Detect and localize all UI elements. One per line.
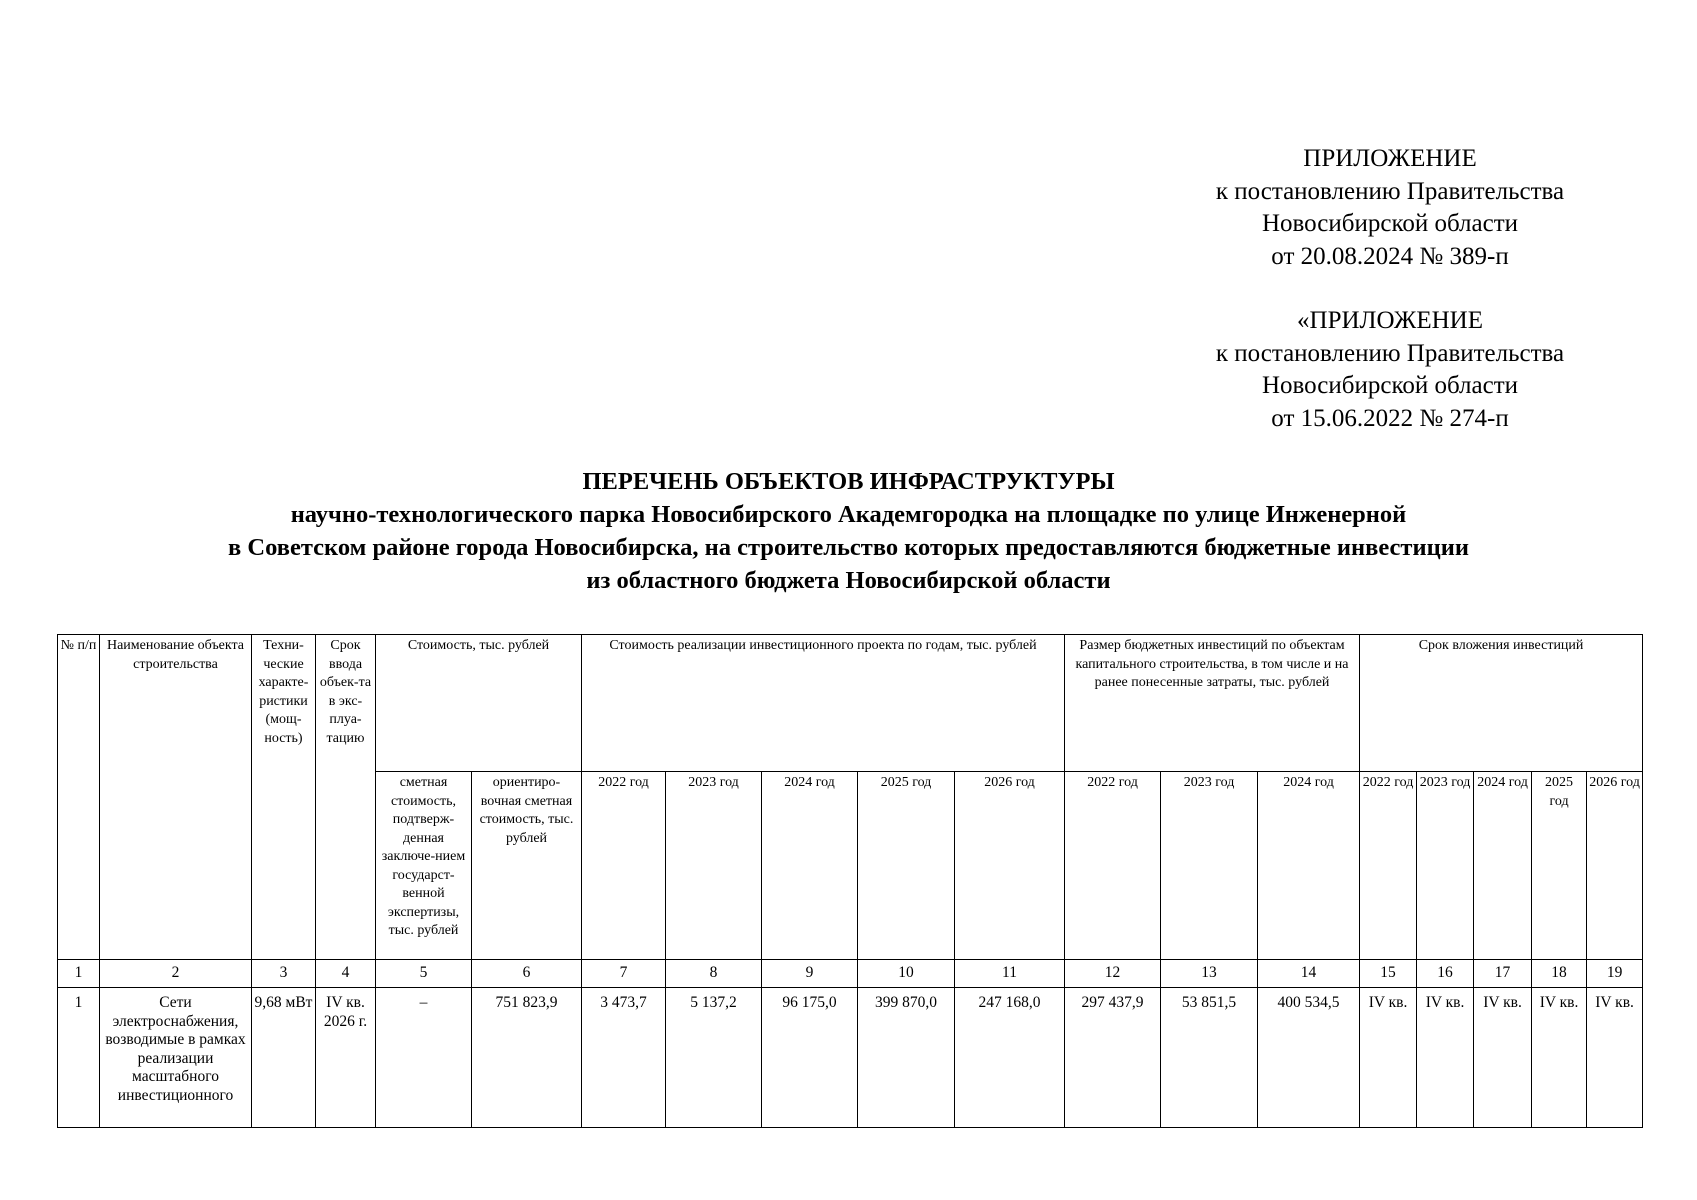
infrastructure-table <box>57 634 1643 1128</box>
row-tech: 9,68 мВт <box>252 988 316 1128</box>
header-invest-year: 2026 год <box>1587 772 1643 960</box>
column-number: 11 <box>955 960 1065 988</box>
header-cost-estimated: ориентиро-вочная сметная стоимость, тыс. рублей <box>472 772 582 960</box>
table-header-row <box>58 635 1643 772</box>
appendix-date-number: от 15.06.2022 № 274-п <box>1271 404 1509 432</box>
title-line-4: из областного бюджета Новосибирской области <box>586 567 1111 594</box>
row-num: 1 <box>58 988 100 1128</box>
column-number: 10 <box>858 960 955 988</box>
column-number: 14 <box>1258 960 1360 988</box>
column-number: 6 <box>472 960 582 988</box>
appendix-resolution-text: к постановлению Правительства <box>1215 339 1565 367</box>
title-line-1: ПЕРЕЧЕНЬ ОБЪЕКТОВ ИНФРАСТРУКТУРЫ <box>582 468 1115 495</box>
column-number: 5 <box>376 960 472 988</box>
appendix-resolution-text: к постановлению Правительства <box>1215 177 1565 205</box>
appendix-date-number: от 20.08.2024 № 389-п <box>1271 242 1509 270</box>
row-budget: 53 851,5 <box>1161 988 1258 1128</box>
column-number: 9 <box>762 960 858 988</box>
header-name: Наименование объекта строительства <box>100 635 252 960</box>
row-cost-confirmed: – <box>376 988 472 1128</box>
row-invest-term: IV кв. <box>1587 988 1643 1128</box>
appendix-region-text: Новосибирской области <box>1261 372 1519 399</box>
column-number: 3 <box>252 960 316 988</box>
header-project-year: 2023 год <box>666 772 762 960</box>
row-cost-estimated: 751 823,9 <box>472 988 582 1128</box>
header-cost-confirmed: сметная стоимость, подтверж-денная заключе-нием государст-венной экспертизы, тыс. рублей <box>376 772 472 960</box>
row-budget: 297 437,9 <box>1065 988 1161 1128</box>
row-project-cost: 5 137,2 <box>666 988 762 1128</box>
row-project-cost: 3 473,7 <box>582 988 666 1128</box>
appendix-label: «ПРИЛОЖЕНИЕ <box>1297 307 1483 334</box>
row-term: IV кв. 2026 г. <box>316 988 376 1128</box>
header-term-invest-group: Срок вложения инвестиций <box>1360 635 1643 772</box>
table-row <box>58 988 1643 1128</box>
appendix-header-current <box>1160 143 1620 273</box>
title-line-2: научно-технологического парка Новосибирского Академгородка на площадке по улице Инженерной <box>290 501 1407 528</box>
column-number-row <box>58 960 1643 988</box>
header-term: Срок ввода объек-та в экс-плуа-тацию <box>316 635 376 960</box>
header-project-cost-group: Стоимость реализации инвестиционного проекта по годам, тыс. рублей <box>582 635 1065 772</box>
row-project-cost: 247 168,0 <box>955 988 1065 1128</box>
row-project-cost: 399 870,0 <box>858 988 955 1128</box>
row-project-cost: 96 175,0 <box>762 988 858 1128</box>
column-number: 15 <box>1360 960 1417 988</box>
title-line-3: в Советском районе города Новосибирска, на строительство которых предоставляются бюджетные инвестиции <box>228 534 1469 561</box>
header-budget-group: Размер бюджетных инвестиций по объектам капитального строительства, в том числе и на ранее понесенные затраты, тыс. рублей <box>1065 635 1360 772</box>
column-number: 8 <box>666 960 762 988</box>
header-budget-year: 2024 год <box>1258 772 1360 960</box>
header-num: № п/п <box>58 635 100 960</box>
appendix-region-text: Новосибирской области <box>1261 210 1519 237</box>
header-project-year: 2022 год <box>582 772 666 960</box>
header-project-year: 2026 год <box>955 772 1065 960</box>
column-number: 7 <box>582 960 666 988</box>
row-invest-term: IV кв. <box>1360 988 1417 1128</box>
document-title <box>0 465 1697 597</box>
row-invest-term: IV кв. <box>1474 988 1532 1128</box>
row-invest-term: IV кв. <box>1417 988 1474 1128</box>
column-number: 18 <box>1532 960 1587 988</box>
header-invest-year: 2022 год <box>1360 772 1417 960</box>
header-tech: Техни-ческие характе-ристики (мощ-ность) <box>252 635 316 960</box>
appendix-label: ПРИЛОЖЕНИЕ <box>1303 145 1477 172</box>
header-invest-year: 2023 год <box>1417 772 1474 960</box>
row-budget: 400 534,5 <box>1258 988 1360 1128</box>
row-object-name: Сети электроснабжения, возводимые в рамках реализации масштабного инвестиционного <box>100 988 252 1128</box>
header-budget-year: 2022 год <box>1065 772 1161 960</box>
column-number: 13 <box>1161 960 1258 988</box>
column-number: 16 <box>1417 960 1474 988</box>
column-number: 4 <box>316 960 376 988</box>
column-number: 19 <box>1587 960 1643 988</box>
header-invest-year: 2024 год <box>1474 772 1532 960</box>
column-number: 2 <box>100 960 252 988</box>
column-number: 1 <box>58 960 100 988</box>
header-project-year: 2025 год <box>858 772 955 960</box>
header-budget-year: 2023 год <box>1161 772 1258 960</box>
row-invest-term: IV кв. <box>1532 988 1587 1128</box>
column-number: 12 <box>1065 960 1161 988</box>
column-number: 17 <box>1474 960 1532 988</box>
appendix-header-original <box>1160 305 1620 435</box>
header-project-year: 2024 год <box>762 772 858 960</box>
header-cost-group: Стоимость, тыс. рублей <box>376 635 582 772</box>
header-invest-year: 2025 год <box>1532 772 1587 960</box>
